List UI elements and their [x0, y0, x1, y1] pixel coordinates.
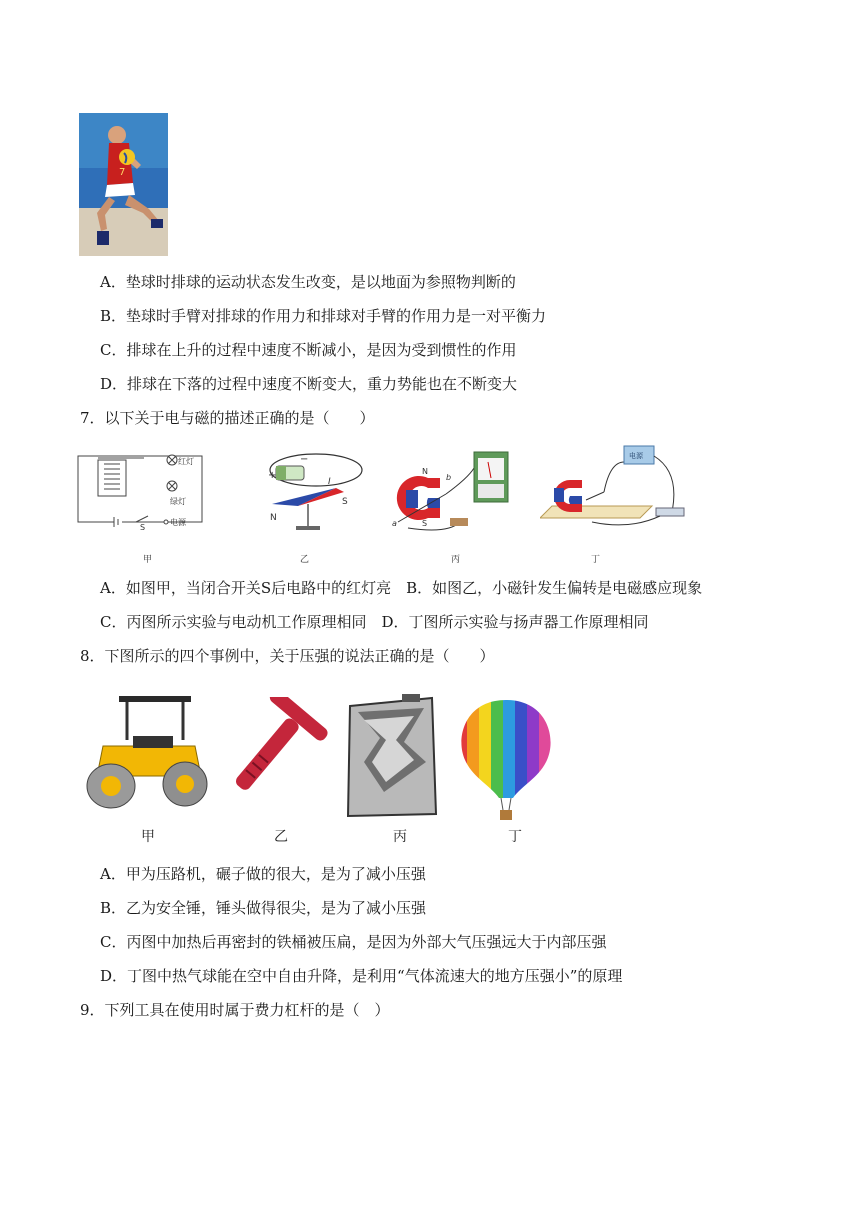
svg-text:+: +: [268, 470, 277, 481]
q8-caption-bing: 丙: [393, 829, 407, 845]
q7-caption-bing: 丙: [451, 555, 461, 565]
svg-text:−: −: [300, 454, 309, 465]
q8-stem: 8．下图所示的四个事例中，关于压强的说法正确的是（ ）: [80, 647, 495, 665]
label-power: 电源: [170, 518, 186, 527]
q8-figure-road-roller: [83, 690, 213, 812]
label-power-box: 电源: [629, 452, 643, 460]
q8-figure-safety-hammer: [225, 697, 335, 809]
q8-caption-jia: 甲: [141, 829, 155, 845]
q6-option-d: D．排球在下落的过程中速度不断变大，重力势能也在不断变大: [100, 375, 518, 393]
q7-figure-yi-oersted: [258, 444, 368, 534]
label-wire-b: b: [446, 473, 452, 482]
label-magnet-n: N: [422, 467, 428, 476]
q7-figure-bing-induction: [388, 448, 516, 534]
q6-option-a: A．垫球时排球的运动状态发生改变，是以地面为参照物判断的: [100, 273, 516, 291]
q7-caption-jia: 甲: [143, 555, 153, 565]
label-needle-s: S: [342, 497, 348, 507]
q7-options-row2: C．丙图所示实验与电动机工作原理相同 D．丁图所示实验与扬声器工作原理相同: [100, 613, 649, 631]
q8-caption-ding: 丁: [508, 829, 522, 845]
q6-option-c: C．排球在上升的过程中速度不断减小，是因为受到惯性的作用: [100, 341, 517, 359]
q8-option-a: A．甲为压路机，碾子做的很大，是为了减小压强: [100, 865, 426, 883]
q7-caption-ding: 丁: [591, 555, 601, 565]
q8-option-b: B．乙为安全锤，锤头做得很尖，是为了减小压强: [100, 899, 427, 917]
q8-option-c: C．丙图中加热后再密封的铁桶被压扁，是因为外部大气压强远大于内部压强: [100, 933, 607, 951]
q7-stem: 7．以下关于电与磁的描述正确的是（ ）: [80, 409, 375, 427]
label-needle-n: N: [270, 513, 277, 523]
volleyball-player-photo: [79, 113, 168, 256]
label-green-lamp: 绿灯: [170, 497, 186, 506]
q8-caption-yi: 乙: [274, 829, 288, 845]
q7-figure-jia-relay-circuit: [74, 446, 209, 531]
q9-stem: 9．下列工具在使用时属于费力杠杆的是（ ）: [80, 1001, 390, 1019]
q7-figure-ding-motor: [540, 442, 690, 530]
svg-text:7: 7: [119, 167, 126, 178]
q7-options-row1: A．如图甲，当闭合开关S后电路中的红灯亮 B．如图乙，小磁针发生偏转是电磁感应现象: [100, 579, 703, 597]
q8-option-d: D．丁图中热气球能在空中自由升降，是利用“气体流速大的地方压强小”的原理: [100, 967, 623, 985]
label-current: I: [328, 477, 331, 487]
q7-caption-yi: 乙: [300, 555, 310, 565]
label-red-lamp: 红灯: [178, 457, 194, 466]
q6-option-b: B．垫球时手臂对排球的作用力和排球对手臂的作用力是一对平衡力: [100, 307, 547, 325]
q8-figure-crushed-barrel: [344, 692, 440, 820]
q8-figure-hot-air-balloon: [455, 698, 557, 826]
label-magnet-s: S: [422, 519, 428, 528]
label-switch: S: [140, 523, 146, 531]
label-wire-a: a: [392, 519, 397, 528]
